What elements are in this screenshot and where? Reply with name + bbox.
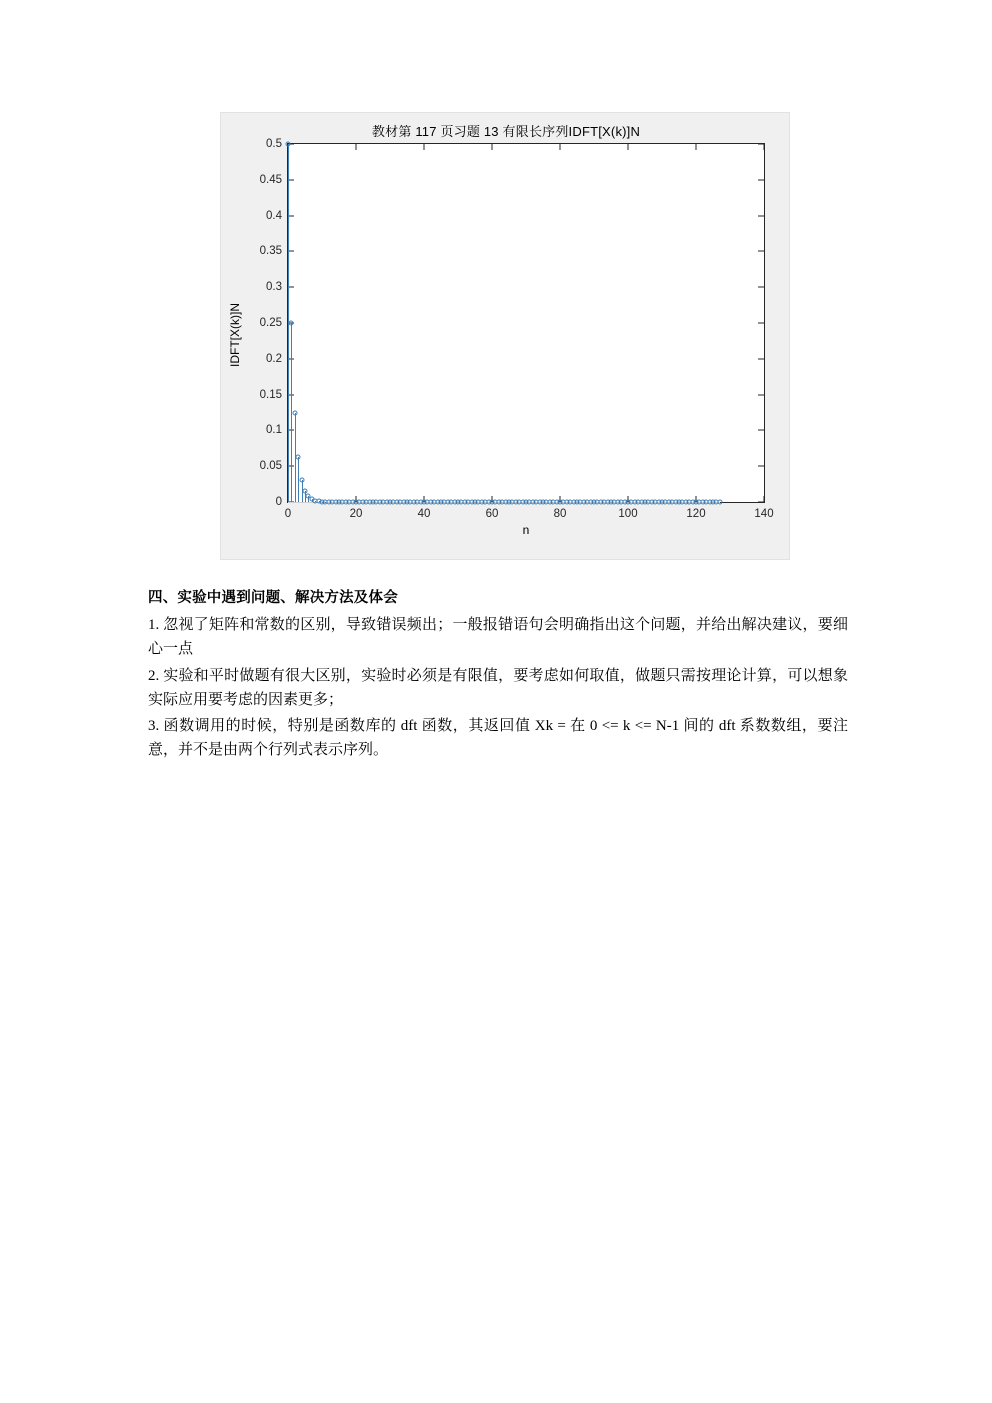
chart-x-tick-label: 0 bbox=[284, 508, 292, 520]
chart-y-tick-mark bbox=[758, 358, 764, 359]
chart-x-tick-mark bbox=[628, 144, 629, 150]
chart-y-tick-label: 0.25 bbox=[259, 317, 282, 329]
chart-y-tick-mark bbox=[758, 215, 764, 216]
chart-x-tick-label: 40 bbox=[417, 508, 431, 520]
paragraph-1: 1. 忽视了矩阵和常数的区别，导致错误频出；一般报错语句会明确指出这个问题，并给出解决建议，要细心一点 bbox=[148, 617, 848, 658]
chart-data-point bbox=[303, 488, 308, 493]
paragraph-2: 2. 实验和平时做题有很大区别，实验时必须是有限值，要考虑如何取值，做题只需按理论计算，可以想象实际应用要考虑的因素更多； bbox=[148, 667, 848, 708]
chart-x-tick-label: 20 bbox=[349, 508, 363, 520]
chart-x-tick-mark bbox=[424, 144, 425, 150]
chart-plot-area bbox=[259, 138, 774, 520]
chart-y-tick-mark bbox=[758, 251, 764, 252]
chart-x-tick-mark bbox=[356, 144, 357, 150]
chart-data-point bbox=[289, 321, 294, 326]
chart-y-tick-label: 0.15 bbox=[259, 388, 282, 401]
chart-data-point bbox=[286, 142, 291, 147]
paragraph-3: 3. 函数调用的时候，特别是函数库的 dft 函数，其返回值 Xk = 在 0 <= k <= N-1 间的 dft 系数数组，要注意，并不是由两个行列式表示序列。 bbox=[148, 718, 848, 759]
chart-y-tick-label: 0.35 bbox=[259, 245, 282, 258]
chart-x-axis-label: n bbox=[522, 523, 530, 537]
chart-data-point bbox=[717, 500, 722, 505]
chart-y-tick-label: 0.45 bbox=[259, 173, 282, 186]
chart-x-tick-mark bbox=[560, 144, 561, 150]
chart-x-tick-label: 60 bbox=[485, 508, 499, 520]
chart-y-axis-label: IDFT[X(k)]N bbox=[228, 303, 242, 367]
chart-y-tick-mark bbox=[758, 394, 764, 395]
document-content bbox=[148, 112, 848, 765]
chart-x-tick-mark bbox=[492, 144, 493, 150]
chart-x-tick-label: 80 bbox=[553, 508, 567, 520]
chart-y-tick-label: 0.1 bbox=[266, 424, 282, 437]
chart-y-tick-label: 0.2 bbox=[266, 352, 282, 365]
chart-data-point bbox=[296, 455, 301, 460]
chart-data-point bbox=[299, 477, 304, 482]
chart-title: 教材第 117 页习题 13 有限长序列IDFT[X(k)]N bbox=[371, 124, 641, 139]
chart-y-tick-mark bbox=[758, 179, 764, 180]
chart-y-tick-label: 0.4 bbox=[266, 209, 282, 222]
chart-x-tick-label: 100 bbox=[618, 508, 638, 520]
chart-x-tick-mark bbox=[764, 496, 765, 502]
matlab-figure bbox=[220, 112, 790, 560]
chart-x-tick-label: 120 bbox=[686, 508, 706, 520]
chart-y-tick-label: 0.3 bbox=[266, 281, 282, 294]
chart-y-tick-mark bbox=[758, 430, 764, 431]
chart-x-tick-mark bbox=[764, 144, 765, 150]
chart-y-tick-label: 0 bbox=[275, 496, 282, 508]
chart bbox=[229, 119, 783, 551]
chart-y-tick-mark bbox=[758, 287, 764, 288]
chart-data-point bbox=[292, 410, 297, 415]
chart-x-tick-label: 140 bbox=[754, 508, 774, 520]
chart-x-tick-mark bbox=[696, 144, 697, 150]
chart-y-tick-label: 0.05 bbox=[259, 460, 282, 473]
chart-y-tick-mark bbox=[758, 323, 764, 324]
chart-y-tick-mark bbox=[758, 466, 764, 467]
chart-y-tick-label: 0.5 bbox=[266, 138, 282, 150]
section-heading: 四、实验中遇到问题、解决方法及体会 bbox=[148, 590, 398, 606]
